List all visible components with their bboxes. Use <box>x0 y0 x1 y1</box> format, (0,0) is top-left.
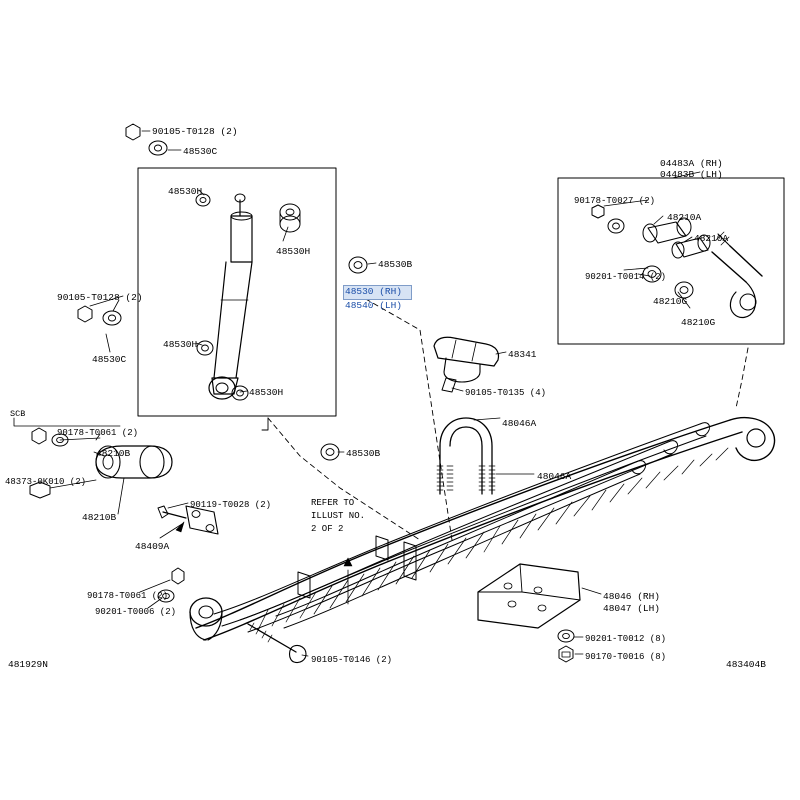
corner-code-bottom-left: 481929N <box>8 659 48 670</box>
label-48047-LH: 48047 (LH) <box>603 603 661 614</box>
label-48409A: 48409A <box>135 541 170 552</box>
label-48530B-upper: 48530B <box>378 259 413 270</box>
label-48530H-upper-left: 48530H <box>168 186 203 197</box>
label-90170-T0016-8: 90170-T0016 (8) <box>585 652 667 662</box>
label-48530C-left: 48530C <box>92 354 127 365</box>
label-90105-T0135-4: 90105-T0135 (4) <box>465 388 547 398</box>
label-48530H-left: 48530H <box>163 339 198 350</box>
label-48530H-lower: 48530H <box>249 387 284 398</box>
label-48210G-2: 48210G <box>681 317 716 328</box>
note-refer-line3: 2 OF 2 <box>311 524 344 534</box>
label-48341: 48341 <box>508 349 537 360</box>
label-90201-T0012-8: 90201-T0012 (8) <box>585 634 667 644</box>
label-90105-T0128-2-top: 90105-T0128 (2) <box>152 126 238 137</box>
label-90105-T0128-2-left: 90105-T0128 (2) <box>57 292 143 303</box>
selected-part-rh[interactable]: 48530 (RH) <box>345 286 403 297</box>
selected-part-lh[interactable]: 48540 (LH) <box>345 300 403 311</box>
corner-code-bottom-right: 483404B <box>726 659 766 670</box>
label-48046A-top: 48046A <box>502 418 537 429</box>
label-90178-T0061-2-top: 90178-T0061 (2) <box>57 428 139 438</box>
label-90119-T0028-2: 90119-T0028 (2) <box>190 500 272 510</box>
label-04483B-LH: 04483B (LH) <box>660 169 723 180</box>
label-48530B-lower: 48530B <box>346 448 381 459</box>
label-04483A-RH: 04483A (RH) <box>660 158 723 169</box>
note-refer-line1: REFER TO <box>311 498 355 508</box>
label-48210A-2: 48210A <box>694 233 729 244</box>
label-90201-T0014-2: 90201-T0014 (2) <box>585 272 667 282</box>
label-48210B-lower: 48210B <box>82 512 117 523</box>
note-scb: SCB <box>10 409 26 419</box>
label-48210A-1: 48210A <box>667 212 702 223</box>
label-90201-T0006-2: 90201-T0006 (2) <box>95 607 177 617</box>
label-48210B-top: 48210B <box>96 448 131 459</box>
note-refer-line2: ILLUST NO. <box>311 511 366 521</box>
label-48046-RH: 48046 (RH) <box>603 591 661 602</box>
label-48373-0K010-2: 48373-0K010 (2) <box>5 477 87 487</box>
label-90178-T0027-2: 90178-T0027 (2) <box>574 196 656 206</box>
label-48530H-mid: 48530H <box>276 246 311 257</box>
label-48210G-1: 48210G <box>653 296 688 307</box>
label-48046A-side: 48046A <box>537 471 572 482</box>
label-90105-T0146-2: 90105-T0146 (2) <box>311 655 393 665</box>
label-48530C-top: 48530C <box>183 146 218 157</box>
label-90178-T0061-2-bot: 90178-T0061 (2) <box>87 591 169 601</box>
